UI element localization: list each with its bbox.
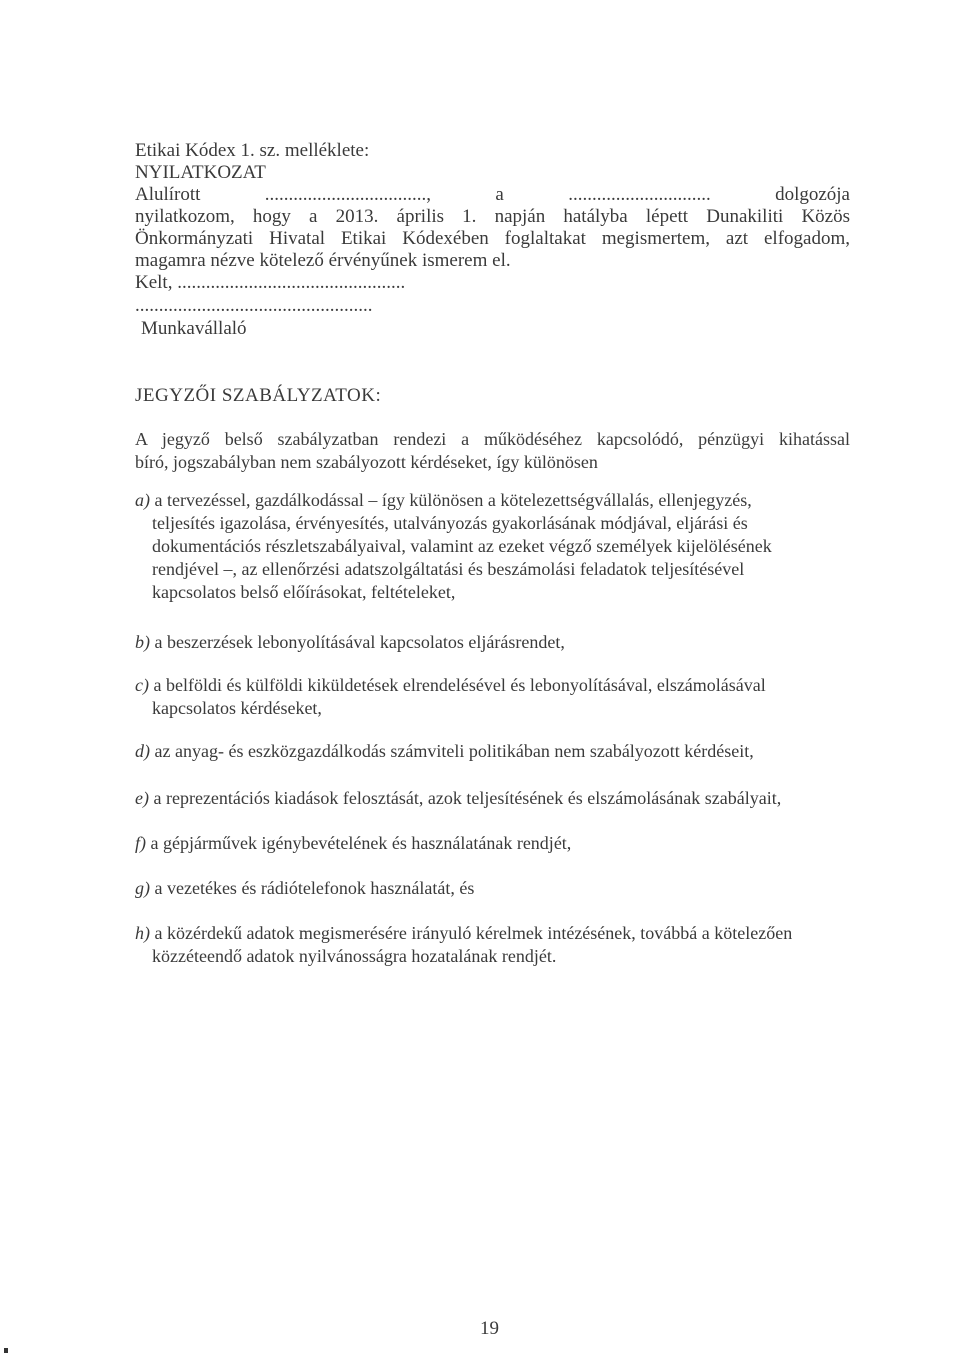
- item-marker: f): [135, 833, 146, 853]
- declaration-title: NYILATKOZAT: [135, 162, 266, 183]
- list-item: [135, 740, 855, 763]
- item-marker: c): [135, 675, 149, 695]
- item-marker: b): [135, 632, 150, 652]
- declaration-text-line: Alulírott .................................., a .............................. dolgozója: [135, 184, 850, 205]
- list-item: [135, 832, 855, 855]
- item-text: rendjével –, az ellenőrzési adatszolgáltatási és beszámolási feladatok teljesítésével: [152, 559, 745, 579]
- signature-label: Munkavállaló: [141, 318, 247, 339]
- item-text: a vezetékes és rádiótelefonok használatát, és: [150, 878, 475, 898]
- section-heading: JEGYZŐI SZABÁLYZATOK:: [135, 385, 382, 406]
- paragraph-line: A jegyző belső szabályzatban rendezi a működéséhez kapcsolódó, pénzügyi kihatással: [135, 429, 850, 449]
- item-text: a gépjárművek igénybevételének és használatának rendjét,: [146, 833, 572, 853]
- list-item: [135, 922, 855, 968]
- signature-line: ..................................................: [135, 295, 373, 316]
- declaration-text-line: Önkormányzati Hivatal Etikai Kódexében foglaltakat megismertem, azt elfogadom,: [135, 228, 850, 249]
- item-marker: d): [135, 741, 150, 761]
- item-text: a belföldi és külföldi kiküldetések elrendelésével és lebonyolításával, elszámolásával: [148, 675, 766, 695]
- list-item: [135, 674, 855, 720]
- list-item: [135, 631, 855, 654]
- item-marker: g): [135, 878, 150, 898]
- annex-title: Etikai Kódex 1. sz. melléklete:: [135, 140, 370, 161]
- list-item: [135, 787, 855, 810]
- declaration-text-line: magamra nézve kötelező érvényűnek ismerem el.: [135, 250, 511, 271]
- paragraph-line: bíró, jogszabályban nem szabályozott kérdéseket, így különösen: [135, 452, 598, 472]
- declaration-text-line: nyilatkozom, hogy a 2013. április 1. napján hatályba lépett Dunakiliti Közös: [135, 206, 850, 227]
- scan-artifact: [4, 1348, 8, 1353]
- item-text: a tervezéssel, gazdálkodással – így különösen a kötelezettségvállalás, ellenjegyzés,: [150, 490, 752, 510]
- item-marker: a): [135, 490, 150, 510]
- item-marker: h): [135, 923, 150, 943]
- item-text: dokumentációs részletszabályaival, valamint az ezeket végző személyek kijelölésének: [152, 536, 772, 556]
- page-number: 19: [480, 1318, 499, 1339]
- item-text: közzéteendő adatok nyilvánosságra hozatalának rendjét.: [152, 946, 557, 966]
- item-text: a közérdekű adatok megismerésére irányuló kérelmek intézésének, továbbá a kötelezően: [150, 923, 793, 943]
- intro-paragraph: [135, 428, 850, 474]
- item-marker: e): [135, 788, 149, 808]
- item-text: az anyag- és eszközgazdálkodás számviteli politikában nem szabályozott kérdéseit,: [150, 741, 754, 761]
- item-text: kapcsolatos kérdéseket,: [152, 698, 322, 718]
- item-text: a reprezentációs kiadások felosztását, azok teljesítésének és elszámolásának szabályait,: [148, 788, 782, 808]
- item-text: a beszerzések lebonyolításával kapcsolatos eljárásrendet,: [150, 632, 565, 652]
- list-item: [135, 877, 855, 900]
- date-place-line: Kelt, ................................................: [135, 272, 406, 293]
- declaration-block: [135, 140, 850, 294]
- item-text: teljesítés igazolása, érvényesítés, utalványozás gyakorlásának módjával, eljárási és: [152, 513, 748, 533]
- list-item: [135, 489, 855, 604]
- item-text: kapcsolatos belső előírásokat, feltételeket,: [152, 582, 456, 602]
